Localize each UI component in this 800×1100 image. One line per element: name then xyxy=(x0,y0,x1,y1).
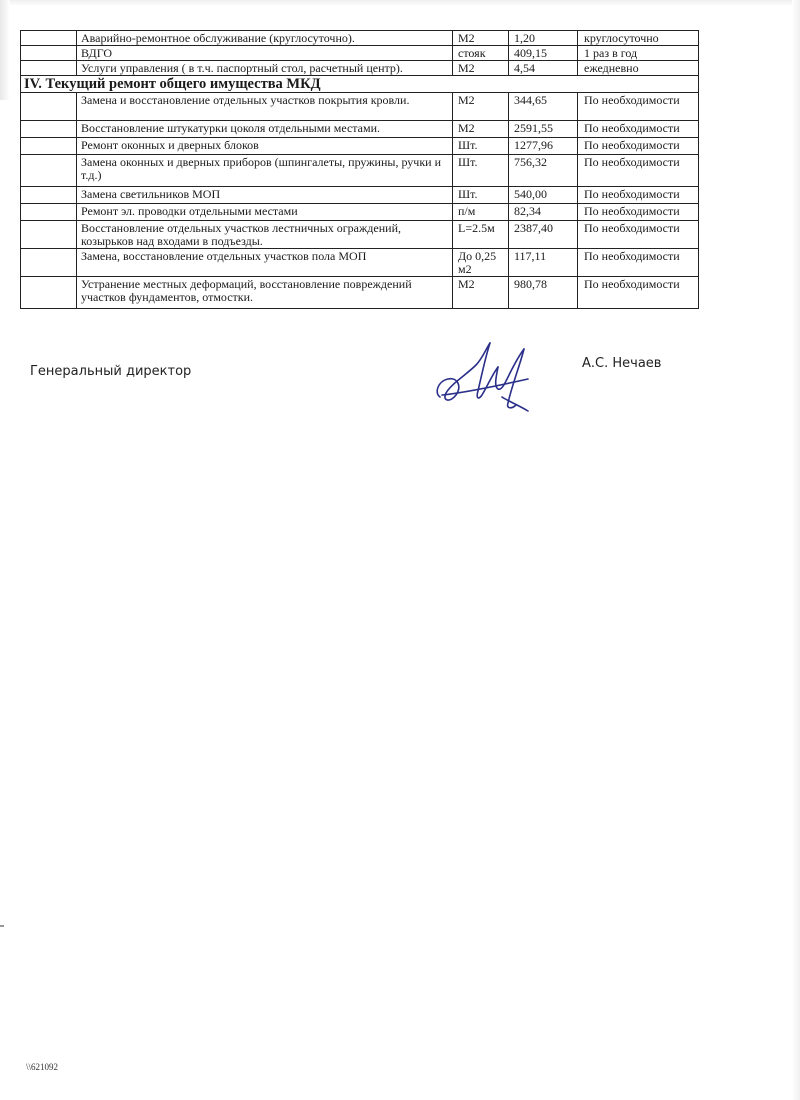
service-description: Замена светильников МОП xyxy=(77,187,453,204)
service-frequency: По необходимости xyxy=(578,221,699,249)
director-name: А.С. Нечаев xyxy=(582,356,662,371)
service-frequency: По необходимости xyxy=(578,155,699,187)
table-row xyxy=(21,138,699,155)
service-unit: стояк xyxy=(453,46,509,61)
service-description: Устранение местных деформаций, восстановление повреждений участков фундаментов, отмостки. xyxy=(77,277,453,309)
page-right-edge xyxy=(792,0,800,1100)
service-unit: М2 xyxy=(453,277,509,309)
table-row xyxy=(21,93,699,121)
service-frequency: По необходимости xyxy=(578,187,699,204)
row-number-cell xyxy=(21,46,77,61)
service-description: Восстановление штукатурки цоколя отдельными местами. xyxy=(77,121,453,138)
service-description: Ремонт эл. проводки отдельными местами xyxy=(77,204,453,221)
row-number-cell xyxy=(21,187,77,204)
service-price: 980,78 xyxy=(509,277,578,309)
service-price: 117,11 xyxy=(509,249,578,277)
service-description: Восстановление отдельных участков лестничных ограждений, козырьков над входами в подъезды. xyxy=(77,221,453,249)
service-frequency: По необходимости xyxy=(578,121,699,138)
service-unit: Шт. xyxy=(453,155,509,187)
service-unit: М2 xyxy=(453,31,509,46)
service-description: Замена и восстановление отдельных участков покрытия кровли. xyxy=(77,93,453,121)
service-frequency: круглосуточно xyxy=(578,31,699,46)
table-row xyxy=(21,46,699,61)
service-unit: М2 xyxy=(453,93,509,121)
service-unit: М2 xyxy=(453,121,509,138)
service-price: 2387,40 xyxy=(509,221,578,249)
row-number-cell xyxy=(21,249,77,277)
service-price: 2591,55 xyxy=(509,121,578,138)
service-price: 540,00 xyxy=(509,187,578,204)
row-number-cell xyxy=(21,155,77,187)
page-left-edge xyxy=(0,0,10,100)
service-price: 82,34 xyxy=(509,204,578,221)
service-frequency: ежедневно xyxy=(578,61,699,76)
row-number-cell xyxy=(21,121,77,138)
row-number-cell xyxy=(21,277,77,309)
service-description: Замена, восстановление отдельных участков пола МОП xyxy=(77,249,453,277)
service-price: 1277,96 xyxy=(509,138,578,155)
row-number-cell xyxy=(21,93,77,121)
service-frequency: 1 раз в год xyxy=(578,46,699,61)
row-number-cell xyxy=(21,31,77,46)
service-unit: М2 xyxy=(453,61,509,76)
service-price: 344,65 xyxy=(509,93,578,121)
service-price: 1,20 xyxy=(509,31,578,46)
director-title: Генеральный директор xyxy=(30,364,192,379)
service-frequency: По необходимости xyxy=(578,93,699,121)
service-frequency: По необходимости xyxy=(578,204,699,221)
table-row xyxy=(21,204,699,221)
service-frequency: По необходимости xyxy=(578,277,699,309)
service-unit: L=2.5м xyxy=(453,221,509,249)
service-description: Ремонт оконных и дверных блоков xyxy=(77,138,453,155)
service-description: ВДГО xyxy=(77,46,453,61)
service-price: 409,15 xyxy=(509,46,578,61)
service-frequency: По необходимости xyxy=(578,249,699,277)
row-number-cell xyxy=(21,138,77,155)
section-title: IV. Текущий ремонт общего имущества МКД xyxy=(21,76,699,93)
table-row xyxy=(21,61,699,76)
handwritten-signature-icon xyxy=(432,335,542,415)
document-code: \\621092 xyxy=(26,1062,59,1072)
service-frequency: По необходимости xyxy=(578,138,699,155)
page-top-edge xyxy=(0,0,800,6)
row-number-cell xyxy=(21,61,77,76)
service-price: 756,32 xyxy=(509,155,578,187)
table-row xyxy=(21,187,699,204)
service-unit: До 0,25 м2 xyxy=(453,249,509,277)
scan-artifact xyxy=(0,925,4,927)
service-price: 4,54 xyxy=(509,61,578,76)
table-row xyxy=(21,121,699,138)
services-table xyxy=(20,30,699,309)
service-description: Услуги управления ( в т.ч. паспортный стол, расчетный центр). xyxy=(77,61,453,76)
service-unit: п/м xyxy=(453,204,509,221)
row-number-cell xyxy=(21,204,77,221)
service-description: Замена оконных и дверных приборов (шпингалеты, пружины, ручки и т.д.) xyxy=(77,155,453,187)
service-description: Аварийно-ремонтное обслуживание (круглосуточно). xyxy=(77,31,453,46)
table-row xyxy=(21,31,699,46)
row-number-cell xyxy=(21,221,77,249)
table-row xyxy=(21,249,699,277)
table-row xyxy=(21,221,699,249)
service-unit: Шт. xyxy=(453,138,509,155)
service-unit: Шт. xyxy=(453,187,509,204)
table-row xyxy=(21,277,699,309)
section-header-row xyxy=(21,76,699,93)
table-row xyxy=(21,155,699,187)
